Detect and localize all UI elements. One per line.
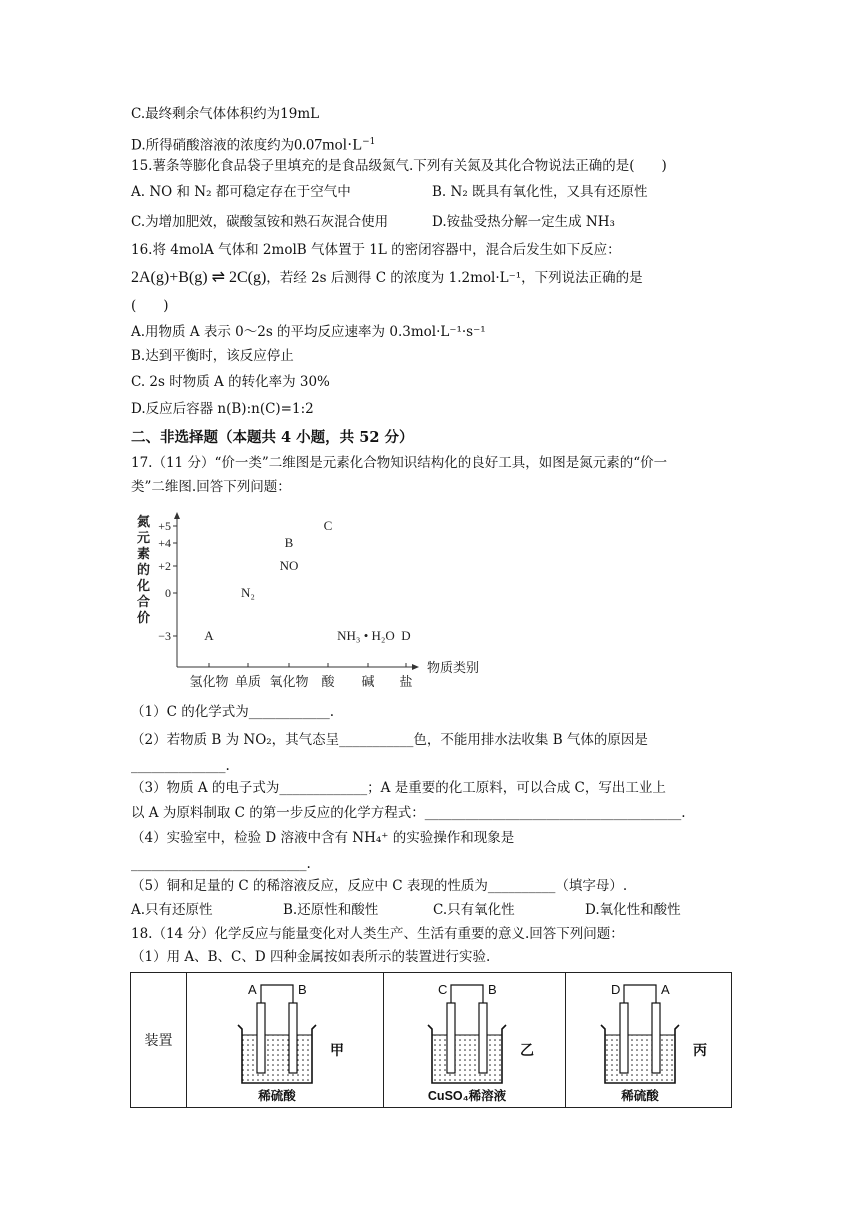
x-tick-label: 单质	[234, 674, 262, 689]
x-tick-label: 氧化物	[269, 674, 309, 689]
q16-option-b: B.达到平衡时，该反应停止	[131, 348, 294, 364]
q16-equation-line	[131, 268, 643, 288]
setup-name: 丙	[693, 1042, 707, 1058]
q15-option-c: C.为增加肥效，碳酸氢铵和熟石灰混合使用	[131, 214, 389, 230]
q17-part-5: （5）铜和足量的 C 的稀溶液反应，反应中 C 表现的性质为__________（填字母）.	[131, 878, 628, 894]
q15-stem: 15.薯条等膨化食品袋子里填充的是食品级氮气.下列有关氮及其化合物说法正确的是( )	[131, 158, 667, 174]
q17-part-3b: 以 A 为原料制取 C 的第一步反应的化学方程式：______________________________________.	[131, 805, 686, 821]
q17-part-2b: ______________.	[131, 758, 230, 774]
ylabel-char: 的	[137, 562, 151, 577]
setup-name: 甲	[330, 1042, 344, 1058]
x-tick-label: 氢化物	[189, 674, 229, 689]
q17-stem-1: 17.（11 分）“价一类”二维图是元素化合物知识结构化的良好工具，如图是氮元素的“价一	[131, 455, 668, 471]
chart-xlabel: 物质类别	[427, 660, 480, 675]
q17-part-1: （1）C 的化学式为____________.	[131, 704, 335, 720]
beaker-diagram	[186, 973, 384, 1107]
electrode-right	[289, 1003, 297, 1073]
q14-option-c: C.最终剩余气体体积约为19mL	[131, 106, 320, 122]
q17-option-d: D.氧化性和酸性	[585, 902, 681, 918]
electrolyte	[605, 1035, 675, 1081]
y-tick-label: +2	[158, 559, 171, 573]
q14-option-d-value: 0.07mol·L	[294, 136, 363, 154]
electrode-left-label: D	[611, 982, 621, 997]
ylabel-char: 素	[137, 546, 151, 561]
point-label: B	[284, 535, 294, 550]
q17-part-3a: （3）物质 A 的电子式为_____________；A 是重要的化工原料，可以合成 C，写出工业上	[131, 780, 666, 796]
electrode-left	[620, 1003, 628, 1073]
point-label: NO	[279, 558, 299, 573]
section-two-heading: 二、非选择题（本题共 4 小题，共 52 分）	[131, 429, 414, 446]
ylabel-char: 氮	[137, 514, 151, 529]
x-tick-label: 盐	[399, 674, 413, 689]
solution-label: CuSO₄稀溶液	[427, 1089, 507, 1103]
x-tick-label: 酸	[321, 674, 335, 689]
electrode-right-label: A	[661, 982, 670, 997]
point-label: A	[204, 628, 214, 643]
electrode-left-label: C	[438, 982, 448, 997]
q16-option-c: C. 2s 时物质 A 的转化率为 30%	[131, 374, 330, 390]
nitrogen-valence-chart	[131, 510, 491, 695]
q15-option-a: A. NO 和 N₂ 都可稳定存在于空气中	[131, 184, 351, 200]
q16-paren: ( )	[131, 298, 169, 314]
electrolyte	[242, 1035, 312, 1081]
point-label: D	[401, 628, 411, 643]
q17-option-a: A.只有还原性	[131, 902, 213, 918]
wire	[451, 985, 483, 1011]
solution-label: 稀硫酸	[258, 1089, 296, 1103]
y-axis-arrow	[174, 512, 180, 519]
electrode-left-label: A	[248, 982, 257, 997]
x-axis-arrow	[412, 664, 419, 670]
q14-option-d	[131, 132, 375, 156]
x-tick-label: 碱	[361, 674, 375, 689]
q16-equation: 2A(g)+B(g) ⇌ 2C(g)	[131, 269, 267, 286]
q16-stem: 16.将 4molA 气体和 2molB 气体置于 1L 的密闭容器中，混合后发生如下反应：	[131, 242, 621, 258]
wire	[624, 985, 656, 1011]
q15-option-d: D.铵盐受热分解一定生成 NH₃	[432, 214, 615, 230]
q14-option-d-text: D.所得硝酸溶液的浓度约为	[131, 137, 295, 154]
wire	[261, 985, 293, 1011]
q16-option-a: A.用物质 A 表示 0～2s 的平均反应速率为 0.3mol·L⁻¹·s⁻¹	[131, 324, 486, 340]
electrode-right-label: B	[488, 982, 497, 997]
table-header-cell	[131, 973, 187, 1107]
setup-cell-yi	[383, 973, 566, 1107]
q18-part-1: （1）用 A、B、C、D 四种金属按如表所示的装置进行实验.	[131, 949, 491, 965]
q17-option-b: B.还原性和酸性	[283, 902, 379, 918]
point-label: C	[323, 518, 333, 533]
electrolyte	[432, 1035, 502, 1081]
electrode-right	[479, 1003, 487, 1073]
electrode-left	[257, 1003, 265, 1073]
chart-ylabel	[136, 514, 150, 625]
setup-cell-bing	[565, 973, 730, 1107]
y-tick-label: 0	[165, 586, 171, 600]
ylabel-char: 价	[137, 610, 151, 625]
setup-cell-jia	[186, 973, 384, 1107]
y-tick-label: −3	[158, 629, 171, 643]
electrode-right-label: B	[298, 982, 307, 997]
table-header-label: 装置	[144, 1033, 173, 1049]
electrode-left	[447, 1003, 455, 1073]
solution-label: 稀硫酸	[621, 1089, 659, 1103]
beaker-diagram	[383, 973, 566, 1107]
q17-part-4b: __________________________.	[131, 856, 311, 872]
q17-stem-2: 类”二维图.回答下列问题：	[131, 479, 291, 495]
apparatus-table	[130, 972, 732, 1108]
y-tick-label: +5	[158, 519, 171, 533]
q17-part-4a: （4）实验室中，检验 D 溶液中含有 NH₄⁺ 的实验操作和现象是	[131, 830, 515, 846]
point-label: N₂	[241, 585, 255, 600]
q17-part-2a: （2）若物质 B 为 NO₂，其气态呈___________色，不能用排水法收集 B 气体的原因是	[131, 732, 648, 748]
ylabel-char: 元	[137, 530, 151, 545]
q15-option-b: B. N₂ 既具有氧化性，又具有还原性	[432, 184, 648, 200]
ylabel-char: 化	[137, 578, 151, 593]
q14-option-d-sup: −1	[362, 137, 376, 147]
y-tick-label: +4	[158, 536, 171, 550]
q16-option-d: D.反应后容器 n(B):n(C)=1:2	[131, 401, 314, 417]
beaker-diagram	[565, 973, 730, 1107]
electrode-right	[652, 1003, 660, 1073]
q18-stem: 18.（14 分）化学反应与能量变化对人类生产、生活有重要的意义.回答下列问题：	[131, 926, 624, 942]
q16-equation-tail: ，若经 2s 后测得 C 的浓度为 1.2mol·L⁻¹，下列说法正确的是	[266, 270, 643, 286]
setup-name: 乙	[520, 1042, 534, 1058]
ylabel-char: 合	[137, 594, 151, 609]
point-label: NH₃ • H₂O	[337, 628, 395, 643]
q17-option-c: C.只有氧化性	[433, 902, 515, 918]
